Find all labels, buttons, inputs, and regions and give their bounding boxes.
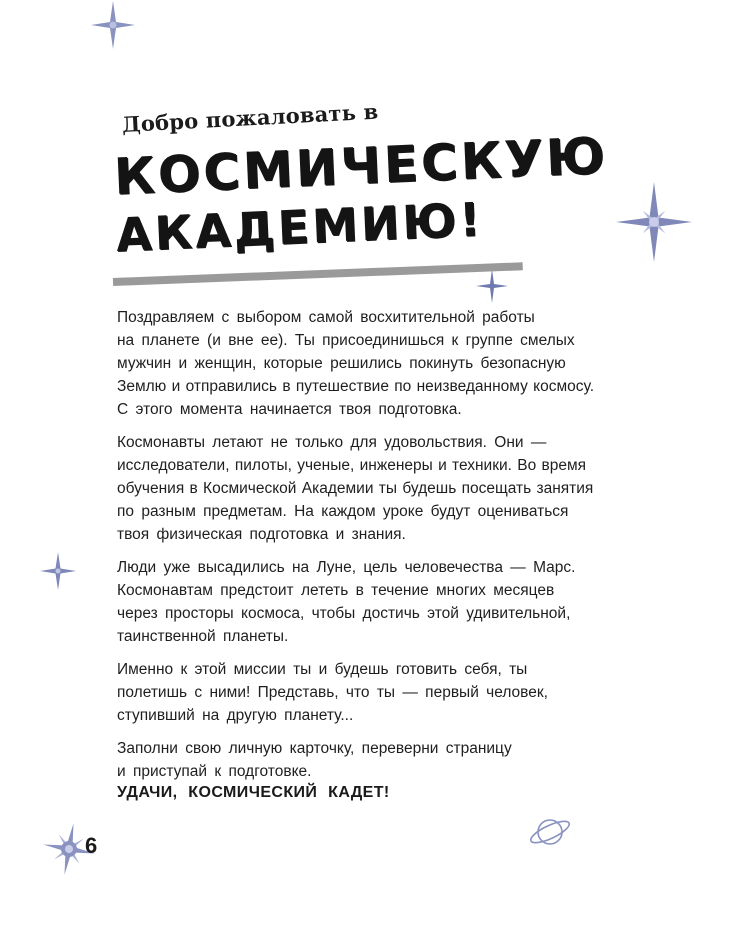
paragraph-1 — [117, 306, 637, 421]
page-number: 6 — [85, 833, 98, 858]
text-line: твоя физическая подготовка и знания. — [117, 526, 406, 543]
heading-title-line-1: КОСМИЧЕСКУЮ — [112, 126, 609, 206]
text-line: исследователи, пилоты, ученые, инженеры и техники. Во время — [117, 457, 587, 474]
text-line: по разным предметам. На каждом уроке будут оцениваться — [117, 503, 569, 520]
text-line: полетишь с ними! Представь, что ты — первый человек, — [117, 684, 548, 701]
text-line: Космонавты летают не только для удовольствия. Они — — [117, 434, 547, 451]
text-line: обучения в Космической Академии ты будешь посещать занятия — [117, 480, 594, 497]
text-line: С этого момента начинается твоя подготовка. — [117, 401, 462, 418]
paragraph-4 — [117, 658, 637, 727]
text-line: мужчин и женщин, которые решились покинуть безопасную — [117, 355, 566, 372]
text-line: Люди уже высадились на Луне, цель человечества — Марс. — [117, 559, 576, 576]
heading-subtitle: Добро пожаловать в — [121, 98, 379, 137]
paragraph-5 — [117, 737, 637, 783]
text-line: на планете (и вне ее). Ты присоединишься к группе смелых — [117, 332, 575, 349]
text-line: таинственной планеты. — [117, 628, 289, 645]
paragraph-3 — [117, 556, 637, 648]
body-text — [117, 306, 637, 793]
text-line: Поздравляем с выбором самой восхитительной работы — [117, 309, 535, 326]
text-line: и приступай к подготовке. — [117, 763, 312, 780]
text-line: Заполни свою личную карточку, переверни страницу — [117, 740, 512, 757]
star-icon — [38, 551, 78, 591]
text-line: Землю и отправились в путешествие по неизведанному космосу. — [117, 378, 595, 395]
title-underline — [113, 262, 523, 286]
text-line: Космонавтам предстоит лететь в течение многих месяцев — [117, 582, 555, 599]
planet-icon — [527, 812, 573, 852]
paragraph-2 — [117, 431, 637, 546]
text-line: ступивший на другую планету... — [117, 707, 354, 724]
heading-title-line-2: АКАДЕМИЮ! — [114, 191, 485, 262]
heading-block — [0, 0, 750, 310]
text-line: Именно к этой миссии ты и будешь готовить себя, ты — [117, 661, 528, 678]
text-line: через просторы космоса, чтобы достичь этой удивительной, — [117, 605, 571, 622]
closing-line: УДАЧИ, КОСМИЧЕСКИЙ КАДЕТ! — [117, 784, 390, 801]
